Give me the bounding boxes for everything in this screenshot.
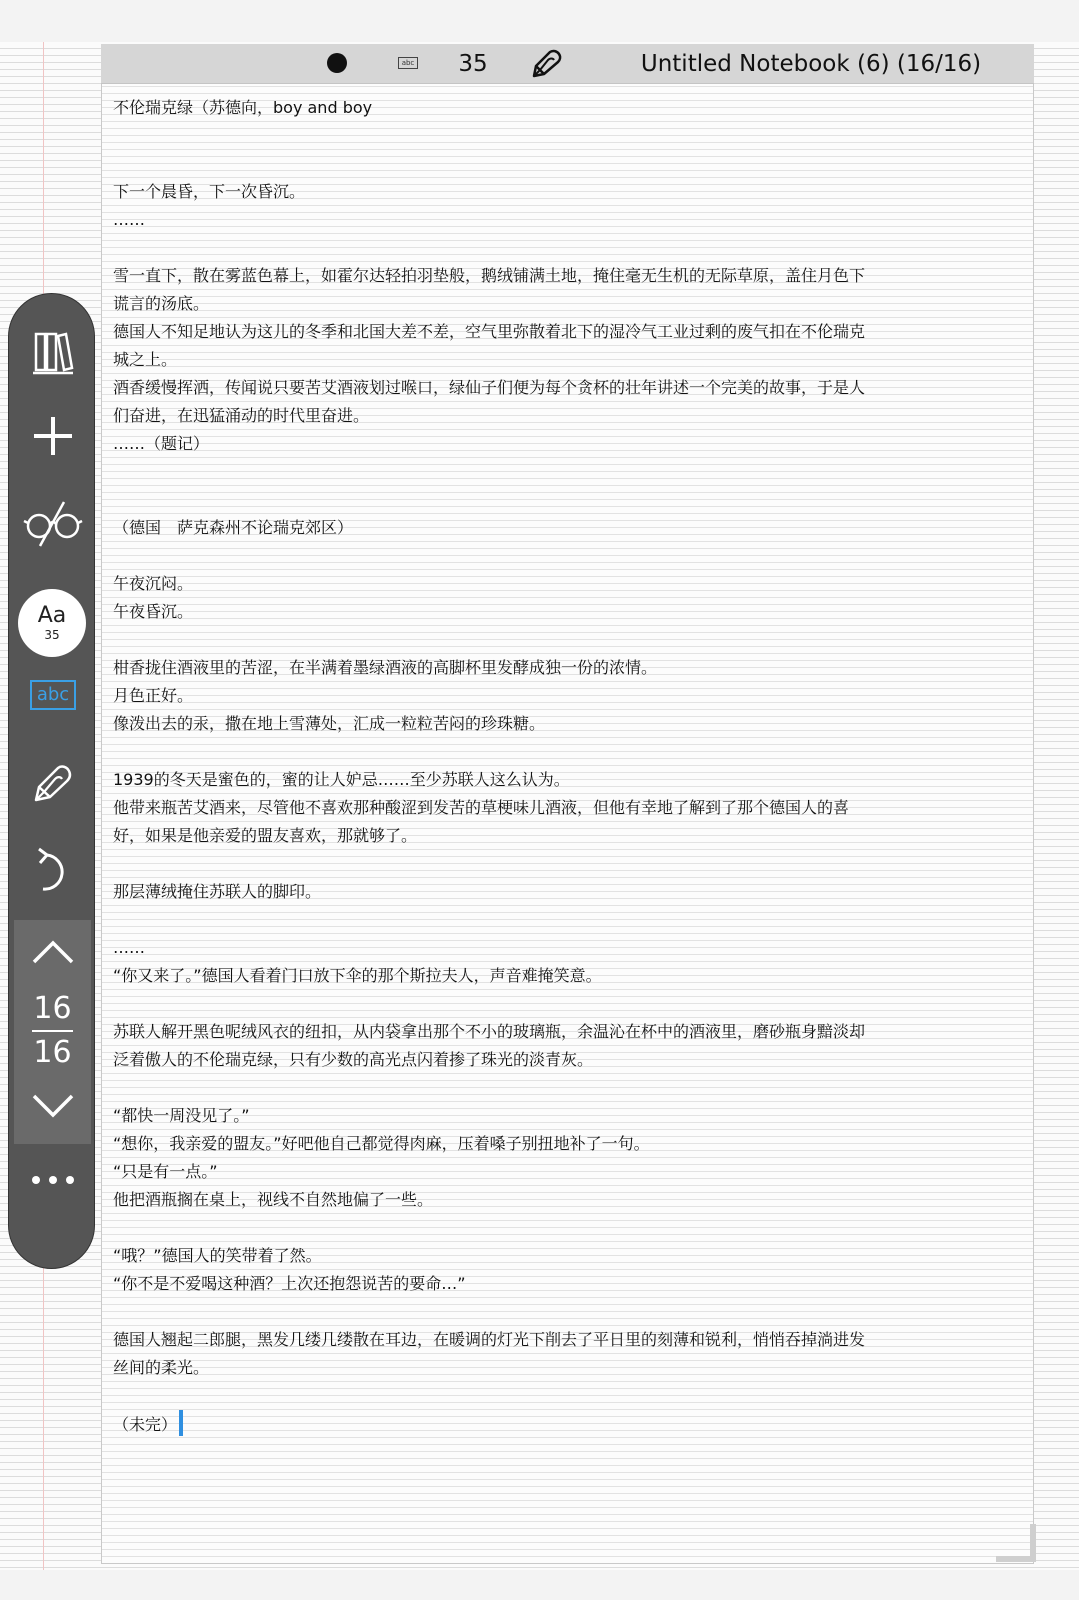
text-line: 午夜昏沉。	[113, 602, 194, 621]
undo-icon[interactable]	[9, 840, 96, 902]
text-line: “只是有一点。”	[113, 1162, 218, 1181]
text-line: 谎言的汤底。	[113, 294, 210, 313]
sidebar-pen-icon[interactable]	[9, 754, 96, 814]
text-line: 那层薄绒掩住苏联人的脚印。	[113, 882, 322, 901]
font-size-label: Aa	[37, 603, 67, 628]
text-line: 柑香拢住酒液里的苦涩，在半满着墨绿酒液的高脚杯里发酵成独一份的浓情。	[113, 658, 658, 677]
page-resize-corner-edge[interactable]	[1030, 1524, 1036, 1562]
total-page-number: 16	[33, 1035, 72, 1070]
text-line: 他带来瓶苦艾酒来，尽管他不喜欢那种酸涩到发苦的草梗味儿酒液，但他有幸地了解到了那个德国人的喜	[113, 798, 850, 817]
text-line: 德国人翘起二郎腿，黑发几缕几缕散在耳边，在暖调的灯光下削去了平日里的刻薄和锐利，悄悄吞掉淌进发	[113, 1330, 866, 1349]
text-recognition-icon[interactable]: abc	[30, 680, 76, 710]
font-size-number: 35	[44, 628, 60, 642]
text-line: 1939的冬天是蜜色的，蜜的让人妒忌……至少苏联人这么认为。	[113, 770, 570, 789]
text-line: 泛着傲人的不伦瑞克绿，只有少数的高光点闪着掺了珠光的淡青灰。	[113, 1050, 594, 1069]
library-icon[interactable]	[9, 322, 96, 382]
notebook-title: Untitled Notebook (6) (16/16)	[640, 51, 982, 77]
text-line: 不伦瑞克绿（苏德向，boy and boy	[113, 98, 373, 117]
font-size-button[interactable]	[18, 589, 86, 657]
text-mode-icon[interactable]: abc	[398, 57, 418, 69]
text-line: ……（题记）	[113, 434, 210, 453]
text-line: 们奋进，在迅猛涌动的时代里奋进。	[113, 406, 370, 425]
text-line	[113, 850, 1008, 878]
text-line: 丝间的柔光。	[113, 1358, 210, 1377]
text-line	[113, 1074, 1008, 1102]
text-line: 他把酒瓶搁在桌上，视线不自然地偏了一些。	[113, 1190, 434, 1209]
page-navigation	[14, 920, 91, 1144]
text-line	[113, 906, 1008, 934]
text-line: “你又来了。”德国人看着门口放下伞的那个斯拉夫人，声音难掩笑意。	[113, 966, 602, 985]
text-line	[113, 234, 1008, 262]
text-line: “想你，我亲爱的盟友。”好吧他自己都觉得肉麻，压着嗓子别扭地补了一句。	[113, 1134, 650, 1153]
text-cursor	[179, 1410, 183, 1436]
bottom-strip	[0, 1570, 1079, 1600]
pen-icon[interactable]	[530, 48, 564, 80]
text-line: 雪一直下，散在雾蓝色幕上，如霍尔达轻拍羽垫般，鹅绒铺满土地，掩住毫无生机的无际草原，盖住月色下	[113, 266, 866, 285]
text-line: 月色正好。	[113, 686, 194, 705]
page-divider	[32, 1030, 73, 1032]
current-page-number: 16	[33, 991, 72, 1026]
text-line: 午夜沉闷。	[113, 574, 194, 593]
page-up-icon[interactable]	[14, 932, 91, 972]
text-line	[113, 1298, 1008, 1326]
text-line: 德国人不知足地认为这儿的冬季和北国大差不差，空气里弥散着北下的湿冷气工业过剩的废气扣在不伦瑞克	[113, 322, 866, 341]
text-line: 下一个晨昏，下一次昏沉。	[113, 182, 306, 201]
text-line: 苏联人解开黑色呢绒风衣的纽扣，从内袋拿出那个不小的玻璃瓶，余温沁在杯中的酒液里，磨砂瓶身黯淡却	[113, 1022, 866, 1041]
text-line: 好，如果是他亲爱的盟友喜欢，那就够了。	[113, 826, 418, 845]
text-line: 像泼出去的汞，撒在地上雪薄处，汇成一粒粒苦闷的珍珠糖。	[113, 714, 546, 733]
text-line: （未完）	[113, 1410, 1008, 1439]
more-icon[interactable]	[9, 1160, 96, 1200]
text-line: （德国 萨克森州不论瑞克郊区）	[113, 518, 354, 537]
pen-color-icon[interactable]	[327, 53, 347, 73]
text-line	[113, 542, 1008, 570]
page-down-icon[interactable]	[14, 1086, 91, 1126]
text-line: “你不是不爱喝这种酒？上次还抱怨说苦的要命…”	[113, 1274, 466, 1293]
text-line: 酒香缓慢挥洒，传闻说只要苦艾酒液划过喉口，绿仙子们便为每个贪杯的壮年讲述一个完美的故事，于是人	[113, 378, 866, 397]
font-size-value[interactable]: 35	[458, 51, 488, 77]
text-line: 城之上。	[113, 350, 178, 369]
text-line	[113, 122, 1008, 150]
text-line	[113, 626, 1008, 654]
text-line	[113, 486, 1008, 514]
text-line	[113, 1382, 1008, 1410]
text-line: ……	[113, 938, 145, 957]
text-line	[113, 458, 1008, 486]
text-line: ……	[113, 210, 145, 229]
text-line	[113, 1214, 1008, 1242]
add-icon[interactable]	[9, 406, 96, 466]
text-line	[113, 990, 1008, 1018]
text-line: “哦？”德国人的笑带着了然。	[113, 1246, 322, 1265]
top-toolbar	[101, 44, 1034, 84]
text-line	[113, 150, 1008, 178]
sidebar-toolbar	[8, 293, 95, 1269]
text-line: “都快一周没见了。”	[113, 1106, 250, 1125]
glasses-icon[interactable]	[9, 494, 96, 554]
document-text[interactable]	[113, 94, 1008, 1439]
text-line	[113, 738, 1008, 766]
